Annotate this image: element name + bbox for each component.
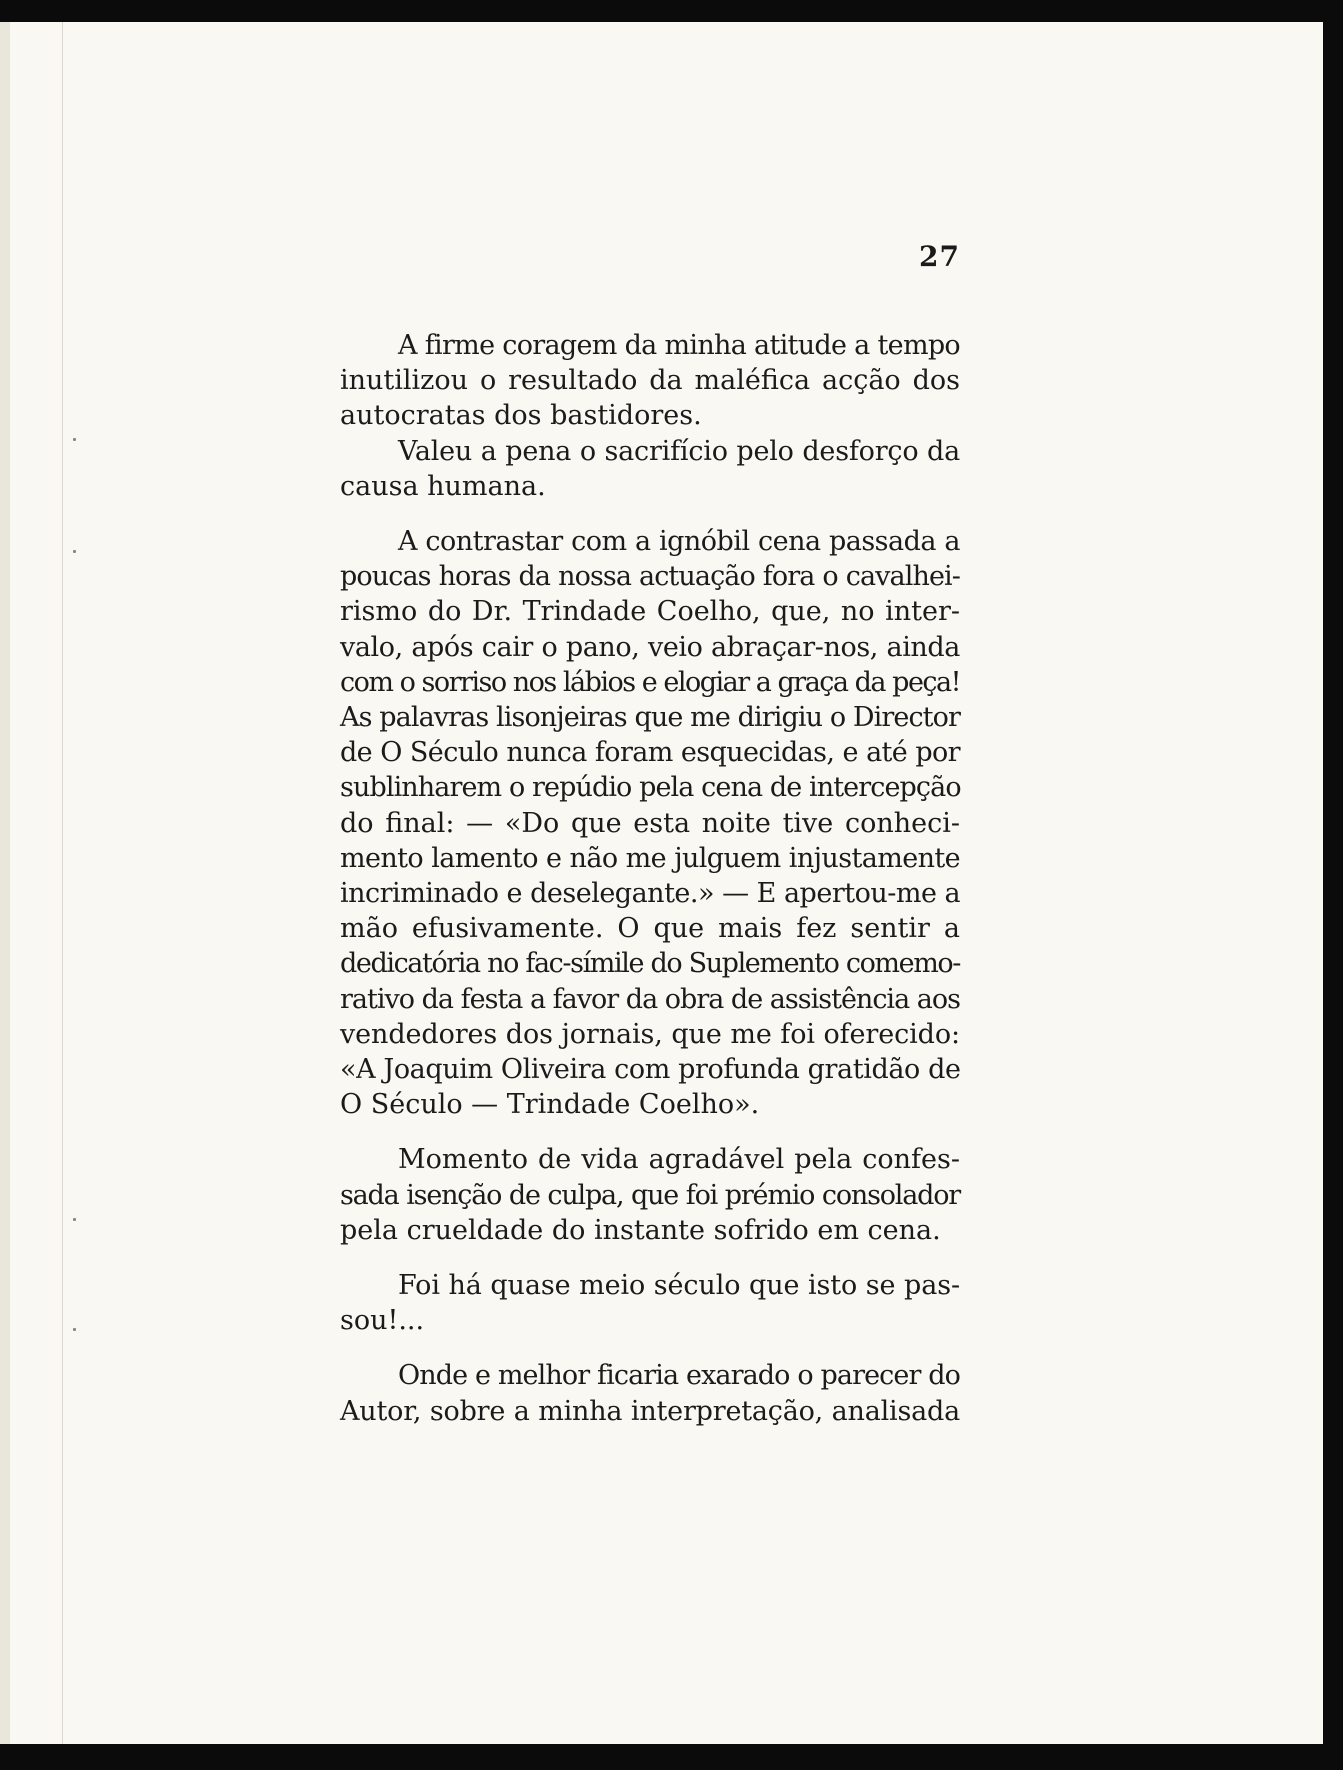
margin-mark xyxy=(73,1328,76,1331)
text-line: «A Joaquim Oliveira com profunda gratidão de xyxy=(340,1054,961,1086)
text-line: A contrastar com a ignóbil cena passada a xyxy=(398,526,960,558)
text-line: poucas horas da nossa actuação fora o cavalhei- xyxy=(340,561,960,593)
text-line: do final: — «Do que esta noite tive conheci- xyxy=(340,807,960,839)
text-line: autocratas dos bastidores. xyxy=(340,400,702,432)
book-page xyxy=(0,22,1323,1744)
text-line: rativo da festa a favor da obra de assistência aos xyxy=(340,983,960,1015)
text-line: pela crueldade do instante sofrido em cena. xyxy=(340,1214,941,1246)
text-line: mento lamento e não me julguem injustamente xyxy=(340,842,960,874)
body-text xyxy=(340,328,960,1429)
text-line: vendedores dos jornais, que me foi oferecido: xyxy=(340,1018,960,1050)
text-line: valo, após cair o pano, veio abraçar-nos, ainda xyxy=(340,631,960,663)
text-line: A firme coragem da minha atitude a tempo xyxy=(398,330,960,361)
text-line: As palavras lisonjeiras que me dirigiu o Director xyxy=(340,702,960,734)
text-line: inutilizou o resultado da maléfica acção dos xyxy=(340,365,960,397)
text-line: sada isenção de culpa, que foi prémio consolador xyxy=(340,1179,960,1211)
text-line: Foi há quase meio século que isto se pas- xyxy=(398,1270,960,1302)
text-line: mão efusivamente. O que mais fez sentir a xyxy=(340,913,960,945)
margin-mark xyxy=(73,550,76,553)
text-line: sou!... xyxy=(340,1305,425,1337)
page-number: 27 xyxy=(919,240,960,273)
text-line: rismo do Dr. Trindade Coelho, que, no inter- xyxy=(340,596,960,628)
page-gutter xyxy=(62,22,63,1744)
paragraph-gap xyxy=(340,504,960,524)
margin-mark xyxy=(73,1218,76,1221)
paragraph-gap xyxy=(340,1122,960,1142)
text-line: Valeu a pena o sacrifício pelo desforço da xyxy=(398,435,960,467)
text-line: de O Século nunca foram esquecidas, e até por xyxy=(340,737,960,769)
text-line: Onde e melhor ficaria exarado o parecer do xyxy=(398,1360,960,1392)
paragraph-gap xyxy=(340,1248,960,1268)
text-line: dedicatória no fac-símile do Suplemento comemo- xyxy=(340,948,960,980)
text-line: incriminado e deselegante.» — E apertou-me a xyxy=(340,878,961,910)
margin-mark xyxy=(73,438,76,441)
text-line: O Século — Trindade Coelho». xyxy=(340,1089,760,1121)
text-line: Momento de vida agradável pela confes- xyxy=(398,1144,960,1176)
text-line: Autor, sobre a minha interpretação, analisada xyxy=(340,1395,960,1427)
text-line: causa humana. xyxy=(340,470,546,502)
text-line: com o sorriso nos lábios e elogiar a graça da peça! xyxy=(340,666,960,698)
paragraph-gap xyxy=(340,1338,960,1358)
text-line: sublinharem o repúdio pela cena de intercepção xyxy=(340,772,961,804)
